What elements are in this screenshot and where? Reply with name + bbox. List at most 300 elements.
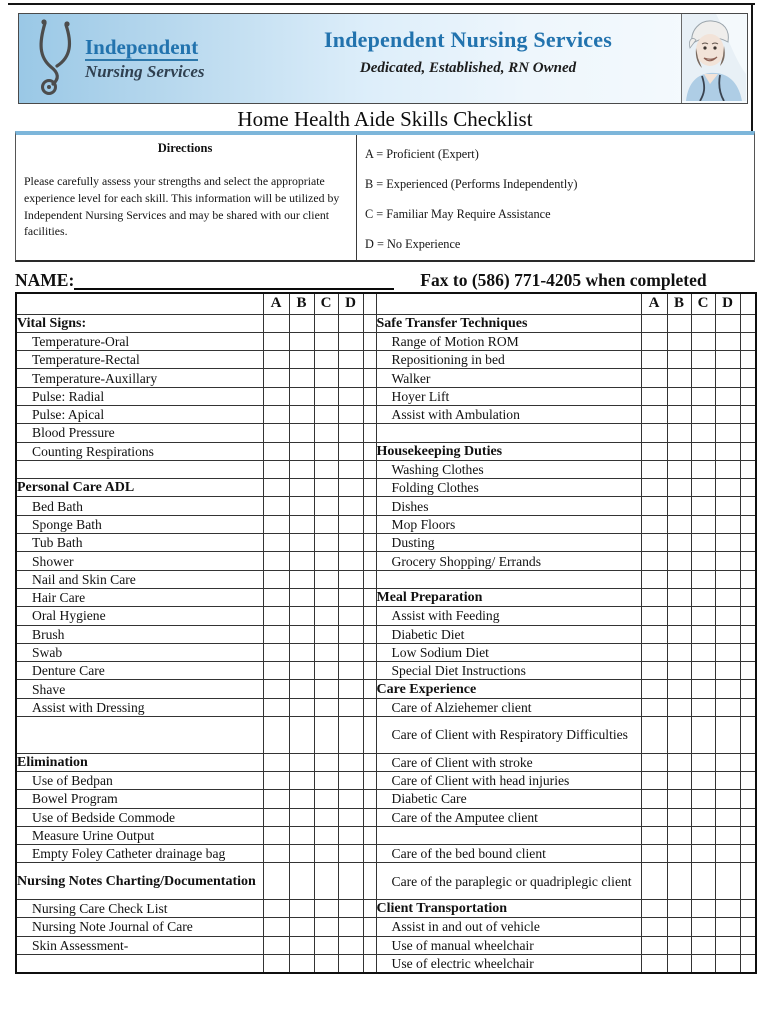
grade-cell-d[interactable] — [715, 479, 740, 497]
grade-cell-c[interactable] — [691, 643, 715, 661]
grade-cell-c[interactable] — [314, 588, 338, 606]
grade-cell-b[interactable] — [289, 900, 314, 918]
grade-cell-b[interactable] — [667, 808, 691, 826]
grade-cell-d[interactable] — [338, 332, 363, 350]
grade-cell-d[interactable] — [715, 588, 740, 606]
grade-cell-a[interactable] — [641, 826, 667, 844]
grade-cell-b[interactable] — [289, 369, 314, 387]
grade-cell-a[interactable] — [641, 680, 667, 698]
grade-cell-c[interactable] — [691, 662, 715, 680]
grade-cell-b[interactable] — [289, 698, 314, 716]
grade-cell-d[interactable] — [715, 845, 740, 863]
grade-cell-c[interactable] — [314, 863, 338, 900]
grade-cell-d[interactable] — [338, 845, 363, 863]
grade-cell-a[interactable] — [641, 369, 667, 387]
grade-cell-b[interactable] — [667, 534, 691, 552]
grade-cell-d[interactable] — [338, 918, 363, 936]
skill-label-cell: Assist with Ambulation — [376, 405, 641, 423]
grade-cell-b[interactable] — [667, 680, 691, 698]
grade-cell-a[interactable] — [263, 424, 289, 442]
skill-label-cell — [16, 954, 263, 972]
table-row — [16, 534, 756, 552]
grade-cell-a[interactable] — [263, 698, 289, 716]
skill-label-cell — [376, 424, 641, 442]
grade-cell-b[interactable] — [289, 790, 314, 808]
grade-cell-b[interactable] — [289, 405, 314, 423]
grade-cell-d[interactable] — [338, 497, 363, 515]
grade-cell-d[interactable] — [715, 405, 740, 423]
grade-cell-a[interactable] — [641, 351, 667, 369]
grade-cell-b[interactable] — [289, 552, 314, 570]
grade-cell-b[interactable] — [289, 717, 314, 754]
grade-cell-c[interactable] — [691, 369, 715, 387]
separator-cell — [363, 314, 376, 332]
grade-cell-d[interactable] — [715, 753, 740, 771]
grade-cell-d[interactable] — [338, 625, 363, 643]
skill-label-cell: Client Transportation — [376, 900, 641, 918]
stethoscope-icon — [29, 17, 81, 100]
grade-cell-d[interactable] — [715, 680, 740, 698]
grade-cell-c[interactable] — [691, 351, 715, 369]
grade-cell-a[interactable] — [263, 790, 289, 808]
grade-cell-d[interactable] — [338, 552, 363, 570]
grade-cell-b[interactable] — [667, 351, 691, 369]
grade-cell-b[interactable] — [667, 954, 691, 972]
grade-cell-a[interactable] — [263, 717, 289, 754]
grade-cell-d[interactable] — [715, 918, 740, 936]
grade-cell-a[interactable] — [641, 954, 667, 972]
grade-cell-a[interactable] — [641, 900, 667, 918]
grade-cell-a[interactable] — [263, 460, 289, 478]
grade-cell-a[interactable] — [641, 863, 667, 900]
grade-cell-c[interactable] — [691, 460, 715, 478]
grade-cell-a[interactable] — [641, 753, 667, 771]
grade-cell-b[interactable] — [289, 442, 314, 460]
grade-cell-d[interactable] — [338, 351, 363, 369]
grade-cell-a[interactable] — [641, 845, 667, 863]
grade-cell-b[interactable] — [289, 954, 314, 972]
grade-cell-c[interactable] — [314, 479, 338, 497]
grade-cell-d[interactable] — [338, 954, 363, 972]
grade-cell-b[interactable] — [289, 497, 314, 515]
grade-cell-c[interactable] — [314, 900, 338, 918]
grade-cell-d[interactable] — [338, 405, 363, 423]
skill-label-cell: Nursing Care Check List — [16, 900, 263, 918]
grade-cell-a[interactable] — [263, 826, 289, 844]
grade-cell-a[interactable] — [641, 314, 667, 332]
grade-cell-c[interactable] — [314, 680, 338, 698]
grade-cell-a[interactable] — [641, 534, 667, 552]
grade-cell-a[interactable] — [263, 534, 289, 552]
grade-cell-b[interactable] — [289, 753, 314, 771]
grade-cell-d[interactable] — [338, 717, 363, 754]
grade-cell-c[interactable] — [314, 332, 338, 350]
grade-cell-b[interactable] — [667, 845, 691, 863]
grade-cell-a[interactable] — [263, 662, 289, 680]
grade-cell-c[interactable] — [314, 405, 338, 423]
grade-cell-c[interactable] — [691, 918, 715, 936]
grade-cell-d[interactable] — [338, 753, 363, 771]
grade-cell-c[interactable] — [691, 607, 715, 625]
grade-cell-c[interactable] — [691, 497, 715, 515]
grade-cell-c[interactable] — [314, 753, 338, 771]
grade-cell-a[interactable] — [641, 936, 667, 954]
grade-cell-d[interactable] — [338, 826, 363, 844]
grade-cell-a[interactable] — [263, 607, 289, 625]
grade-cell-c[interactable] — [691, 900, 715, 918]
grade-cell-d[interactable] — [715, 387, 740, 405]
skill-label-cell: Personal Care ADL — [16, 479, 263, 497]
grade-cell-d[interactable] — [715, 771, 740, 789]
grade-cell-a[interactable] — [263, 442, 289, 460]
grade-cell-c[interactable] — [691, 405, 715, 423]
grade-cell-a[interactable] — [263, 808, 289, 826]
grade-cell-a[interactable] — [641, 607, 667, 625]
grade-cell-b[interactable] — [289, 625, 314, 643]
grade-cell-b[interactable] — [667, 863, 691, 900]
grade-cell-c[interactable] — [314, 826, 338, 844]
grade-cell-a[interactable] — [641, 771, 667, 789]
grade-cell-a[interactable] — [641, 479, 667, 497]
grade-cell-b[interactable] — [667, 442, 691, 460]
grade-cell-d[interactable] — [715, 314, 740, 332]
skill-label-cell: Assist with Dressing — [16, 698, 263, 716]
grade-cell-d[interactable] — [715, 460, 740, 478]
separator-cell — [740, 369, 756, 387]
skill-label-cell: Pulse: Apical — [16, 405, 263, 423]
grade-cell-a[interactable] — [263, 588, 289, 606]
grade-cell-b[interactable] — [667, 625, 691, 643]
grade-cell-b[interactable] — [667, 424, 691, 442]
grade-cell-b[interactable] — [667, 570, 691, 588]
grade-cell-d[interactable] — [338, 900, 363, 918]
grade-cell-b[interactable] — [667, 698, 691, 716]
separator-cell — [363, 900, 376, 918]
grade-cell-c[interactable] — [314, 698, 338, 716]
grade-cell-a[interactable] — [263, 643, 289, 661]
grade-cell-c[interactable] — [314, 424, 338, 442]
grade-cell-a[interactable] — [263, 332, 289, 350]
separator-cell — [363, 442, 376, 460]
grade-cell-c[interactable] — [691, 424, 715, 442]
grade-cell-b[interactable] — [667, 607, 691, 625]
grade-cell-b[interactable] — [289, 662, 314, 680]
grade-cell-d[interactable] — [715, 570, 740, 588]
grade-cell-b[interactable] — [667, 552, 691, 570]
grade-cell-a[interactable] — [263, 954, 289, 972]
grade-cell-a[interactable] — [641, 808, 667, 826]
grade-cell-a[interactable] — [641, 442, 667, 460]
grade-cell-b[interactable] — [667, 405, 691, 423]
grade-cell-d[interactable] — [338, 460, 363, 478]
grade-cell-c[interactable] — [314, 570, 338, 588]
skill-label-cell: Washing Clothes — [376, 460, 641, 478]
grade-cell-d[interactable] — [338, 771, 363, 789]
grade-cell-d[interactable] — [715, 534, 740, 552]
grade-cell-a[interactable] — [641, 625, 667, 643]
grade-cell-a[interactable] — [641, 405, 667, 423]
grade-cell-c[interactable] — [691, 808, 715, 826]
grade-cell-d[interactable] — [715, 351, 740, 369]
table-row — [16, 826, 756, 844]
grade-cell-c[interactable] — [314, 607, 338, 625]
grade-cell-a[interactable] — [641, 332, 667, 350]
grade-cell-d[interactable] — [338, 662, 363, 680]
grade-cell-b[interactable] — [667, 918, 691, 936]
grade-cell-c[interactable] — [314, 314, 338, 332]
grade-cell-a[interactable] — [263, 936, 289, 954]
organization-title: Independent Nursing Services — [324, 26, 612, 52]
grade-cell-b[interactable] — [667, 790, 691, 808]
grade-cell-c[interactable] — [314, 954, 338, 972]
grade-cell-d[interactable] — [715, 826, 740, 844]
grade-cell-b[interactable] — [667, 387, 691, 405]
grade-cell-c[interactable] — [314, 552, 338, 570]
grade-cell-b[interactable] — [667, 643, 691, 661]
grade-cell-c[interactable] — [691, 552, 715, 570]
grade-cell-a[interactable] — [641, 918, 667, 936]
grade-cell-a[interactable] — [263, 479, 289, 497]
grade-cell-c[interactable] — [691, 753, 715, 771]
grade-cell-a[interactable] — [263, 314, 289, 332]
grade-cell-c[interactable] — [314, 662, 338, 680]
grade-cell-d[interactable] — [715, 369, 740, 387]
grade-cell-a[interactable] — [641, 424, 667, 442]
grade-cell-b[interactable] — [289, 826, 314, 844]
grade-cell-d[interactable] — [338, 442, 363, 460]
grade-cell-d[interactable] — [715, 954, 740, 972]
grade-cell-b[interactable] — [289, 534, 314, 552]
grade-cell-d[interactable] — [338, 808, 363, 826]
grade-cell-a[interactable] — [641, 460, 667, 478]
grade-cell-a[interactable] — [641, 698, 667, 716]
grade-cell-d[interactable] — [338, 936, 363, 954]
grade-cell-b[interactable] — [289, 570, 314, 588]
grade-cell-b[interactable] — [667, 717, 691, 754]
grade-cell-d[interactable] — [715, 936, 740, 954]
grade-cell-b[interactable] — [289, 332, 314, 350]
grade-cell-b[interactable] — [667, 515, 691, 533]
grade-cell-a[interactable] — [641, 552, 667, 570]
grade-cell-b[interactable] — [289, 460, 314, 478]
grade-cell-c[interactable] — [691, 515, 715, 533]
grade-cell-d[interactable] — [715, 607, 740, 625]
grade-cell-c[interactable] — [691, 845, 715, 863]
grade-cell-c[interactable] — [691, 588, 715, 606]
grade-cell-b[interactable] — [667, 369, 691, 387]
grade-cell-d[interactable] — [338, 314, 363, 332]
grade-cell-c[interactable] — [691, 826, 715, 844]
grade-cell-d[interactable] — [338, 863, 363, 900]
grade-cell-c[interactable] — [314, 845, 338, 863]
grade-cell-a[interactable] — [263, 625, 289, 643]
grade-cell-c[interactable] — [691, 771, 715, 789]
grade-cell-c[interactable] — [691, 698, 715, 716]
grade-cell-d[interactable] — [338, 643, 363, 661]
grade-cell-b[interactable] — [289, 845, 314, 863]
grade-cell-d[interactable] — [715, 515, 740, 533]
grade-cell-c[interactable] — [314, 460, 338, 478]
grade-cell-a[interactable] — [263, 570, 289, 588]
grade-cell-d[interactable] — [338, 588, 363, 606]
separator-cell — [363, 552, 376, 570]
grade-cell-a[interactable] — [263, 405, 289, 423]
grade-cell-a[interactable] — [263, 863, 289, 900]
grade-cell-a[interactable] — [263, 845, 289, 863]
grade-column-header-b: B — [289, 293, 314, 314]
skill-label-cell: Empty Foley Catheter drainage bag — [16, 845, 263, 863]
grade-cell-d[interactable] — [715, 497, 740, 515]
grade-cell-d[interactable] — [338, 387, 363, 405]
grade-cell-a[interactable] — [641, 387, 667, 405]
grade-cell-c[interactable] — [314, 387, 338, 405]
grade-cell-d[interactable] — [715, 625, 740, 643]
grade-cell-d[interactable] — [715, 332, 740, 350]
grade-cell-b[interactable] — [289, 643, 314, 661]
grade-cell-d[interactable] — [715, 698, 740, 716]
grade-cell-c[interactable] — [691, 442, 715, 460]
grade-cell-d[interactable] — [715, 790, 740, 808]
grade-cell-d[interactable] — [338, 369, 363, 387]
grade-cell-c[interactable] — [314, 351, 338, 369]
grade-cell-b[interactable] — [667, 497, 691, 515]
grade-cell-b[interactable] — [667, 314, 691, 332]
grade-cell-a[interactable] — [641, 570, 667, 588]
grade-cell-c[interactable] — [691, 936, 715, 954]
grade-cell-a[interactable] — [263, 369, 289, 387]
grade-cell-a[interactable] — [641, 790, 667, 808]
grade-cell-d[interactable] — [338, 479, 363, 497]
grade-cell-d[interactable] — [715, 717, 740, 754]
grade-cell-c[interactable] — [314, 643, 338, 661]
grade-cell-b[interactable] — [289, 918, 314, 936]
grade-cell-c[interactable] — [314, 717, 338, 754]
grade-cell-c[interactable] — [314, 918, 338, 936]
grade-cell-b[interactable] — [289, 680, 314, 698]
grade-cell-b[interactable] — [289, 314, 314, 332]
grade-cell-c[interactable] — [314, 790, 338, 808]
grade-cell-d[interactable] — [715, 900, 740, 918]
grade-cell-b[interactable] — [289, 771, 314, 789]
grade-cell-a[interactable] — [263, 515, 289, 533]
separator-cell — [363, 954, 376, 972]
grade-cell-c[interactable] — [314, 771, 338, 789]
grade-cell-c[interactable] — [691, 570, 715, 588]
name-input-line[interactable] — [74, 270, 394, 290]
separator-cell — [740, 625, 756, 643]
grade-cell-c[interactable] — [314, 808, 338, 826]
grade-cell-c[interactable] — [691, 479, 715, 497]
grade-cell-c[interactable] — [314, 515, 338, 533]
grade-cell-d[interactable] — [338, 698, 363, 716]
grade-cell-a[interactable] — [263, 387, 289, 405]
grade-cell-c[interactable] — [314, 442, 338, 460]
grade-cell-b[interactable] — [289, 936, 314, 954]
grade-cell-a[interactable] — [263, 497, 289, 515]
grade-cell-d[interactable] — [715, 424, 740, 442]
grade-cell-c[interactable] — [691, 717, 715, 754]
grade-cell-c[interactable] — [314, 625, 338, 643]
skill-label-cell: Use of Bedpan — [16, 771, 263, 789]
grade-cell-b[interactable] — [667, 479, 691, 497]
grade-cell-d[interactable] — [715, 662, 740, 680]
grade-cell-b[interactable] — [289, 351, 314, 369]
grade-cell-b[interactable] — [667, 332, 691, 350]
grade-cell-a[interactable] — [263, 900, 289, 918]
grade-cell-b[interactable] — [667, 900, 691, 918]
grade-cell-d[interactable] — [338, 680, 363, 698]
grade-cell-d[interactable] — [338, 607, 363, 625]
grade-cell-a[interactable] — [641, 662, 667, 680]
grade-cell-d[interactable] — [338, 790, 363, 808]
skill-label-cell — [16, 460, 263, 478]
grade-cell-c[interactable] — [691, 534, 715, 552]
skill-label-cell: Nail and Skin Care — [16, 570, 263, 588]
grade-cell-c[interactable] — [314, 534, 338, 552]
grade-cell-d[interactable] — [715, 552, 740, 570]
grade-cell-d[interactable] — [338, 570, 363, 588]
grade-cell-a[interactable] — [641, 717, 667, 754]
grade-cell-b[interactable] — [289, 424, 314, 442]
grade-cell-b[interactable] — [667, 662, 691, 680]
grade-cell-d[interactable] — [338, 534, 363, 552]
grade-cell-c[interactable] — [691, 954, 715, 972]
grade-cell-a[interactable] — [641, 515, 667, 533]
grade-cell-c[interactable] — [691, 387, 715, 405]
grade-cell-c[interactable] — [314, 369, 338, 387]
grade-cell-b[interactable] — [667, 460, 691, 478]
table-row — [16, 625, 756, 643]
grade-cell-c[interactable] — [314, 497, 338, 515]
grade-cell-c[interactable] — [691, 625, 715, 643]
grade-cell-b[interactable] — [667, 936, 691, 954]
grade-cell-a[interactable] — [263, 918, 289, 936]
grade-cell-a[interactable] — [263, 351, 289, 369]
grade-cell-c[interactable] — [314, 936, 338, 954]
grade-cell-c[interactable] — [691, 332, 715, 350]
grade-cell-c[interactable] — [691, 863, 715, 900]
grade-cell-b[interactable] — [289, 479, 314, 497]
grade-cell-b[interactable] — [289, 387, 314, 405]
grade-cell-d[interactable] — [715, 863, 740, 900]
grade-cell-d[interactable] — [715, 643, 740, 661]
grade-cell-a[interactable] — [641, 497, 667, 515]
grade-cell-a[interactable] — [263, 552, 289, 570]
grade-cell-a[interactable] — [641, 588, 667, 606]
skill-label-cell: Denture Care — [16, 662, 263, 680]
grade-cell-b[interactable] — [667, 826, 691, 844]
grade-cell-b[interactable] — [289, 607, 314, 625]
grade-cell-c[interactable] — [691, 790, 715, 808]
grade-cell-d[interactable] — [338, 424, 363, 442]
grade-cell-b[interactable] — [667, 588, 691, 606]
grade-cell-b[interactable] — [667, 753, 691, 771]
grade-cell-a[interactable] — [641, 643, 667, 661]
grade-cell-c[interactable] — [691, 680, 715, 698]
grade-cell-b[interactable] — [289, 808, 314, 826]
grade-cell-a[interactable] — [263, 771, 289, 789]
grade-cell-b[interactable] — [289, 588, 314, 606]
grade-cell-a[interactable] — [263, 680, 289, 698]
grade-cell-b[interactable] — [289, 515, 314, 533]
grade-cell-d[interactable] — [715, 808, 740, 826]
grade-cell-d[interactable] — [715, 442, 740, 460]
grade-cell-b[interactable] — [289, 863, 314, 900]
grade-cell-d[interactable] — [338, 515, 363, 533]
grade-cell-b[interactable] — [667, 771, 691, 789]
grade-cell-a[interactable] — [263, 753, 289, 771]
grade-cell-c[interactable] — [691, 314, 715, 332]
